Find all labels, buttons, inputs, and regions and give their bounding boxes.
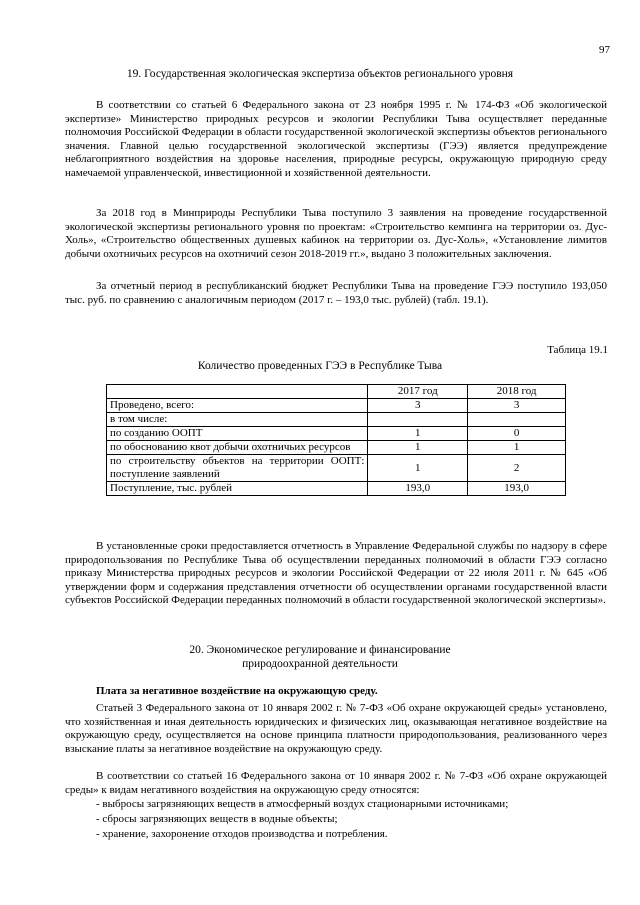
value-2017 xyxy=(368,413,468,427)
row-label: Проведено, всего: xyxy=(107,399,368,413)
section-19-paragraph-1: В соответствии со статьей 6 Федерального закона от 23 ноября 1995 г. № 174-ФЗ «Об экологической экспертизе» Министерство природных ресурсов и экологии Республики Тыва осуществляет переданные полномочия Российской Федерации в области государственной экологической экспертизы объектов регионального значения. Главной целью государственной экологической экспертизы (ГЭЭ) является предупреждение неблагоприятного воздействия на здоровье населения, природные ресурсы, окружающую природную среду намечаемой управленческой, инвестиционной и хозяйственной деятельности. xyxy=(65,99,607,179)
section-19-paragraph-3: За отчетный период в республиканский бюджет Республики Тыва на проведение ГЭЭ поступило 193,050 тыс. руб. по сравнению с аналогичным периодом (2017 г. – 193,0 тыс. рублей) (табл. 19.1). xyxy=(65,280,607,306)
table-header-2018: 2018 год xyxy=(468,385,566,399)
table-header-2017: 2017 год xyxy=(368,385,468,399)
value-2017: 1 xyxy=(368,455,468,482)
section-19-heading: 19. Государственная экологическая экспертиза объектов регионального уровня xyxy=(126,68,514,80)
table-row xyxy=(107,427,566,441)
value-2018: 193,0 xyxy=(468,482,566,496)
list-item: - хранение, захоронение отходов производства и потребления. xyxy=(96,828,388,840)
value-2018 xyxy=(468,413,566,427)
section-20-heading xyxy=(0,643,640,671)
section-20-subheading: Плата за негативное воздействие на окружающую среду. xyxy=(96,685,378,697)
row-label: по обоснованию квот добычи охотничьих ресурсов xyxy=(107,441,368,455)
table-header-empty xyxy=(107,385,368,399)
section-20-heading-line-2: природоохранной деятельности xyxy=(242,658,398,670)
row-label: по строительству объектов на территории ООПТ: поступление заявлений xyxy=(107,455,368,482)
section-20-heading-line-1: 20. Экономическое регулирование и финансирование xyxy=(189,644,451,656)
table-row xyxy=(107,455,566,482)
row-label: Поступление, тыс. рублей xyxy=(107,482,368,496)
value-2017: 1 xyxy=(368,427,468,441)
table-title: Количество проведенных ГЭЭ в Республике Тыва xyxy=(197,360,443,372)
value-2018: 1 xyxy=(468,441,566,455)
value-2017: 3 xyxy=(368,399,468,413)
table-row xyxy=(107,441,566,455)
section-19-paragraph-2: За 2018 год в Минприроды Республики Тыва поступило 3 заявления на проведение государственной экологической экспертизы регионального уровня по проектам: «Строительство кемпинга на территории оз. Дус-Холь», «Строительство общественных душевых кабинок на территории оз. Дус-Холь», «Установление лимитов добычи охотничьих ресурсов на охотничий сезон 2018-2019 гг.», выдано 3 положительных заключения. xyxy=(65,207,607,260)
value-2017: 1 xyxy=(368,441,468,455)
table-header-row xyxy=(107,385,566,399)
list-item: - сбросы загрязняющих веществ в водные объекты; xyxy=(96,813,338,825)
table-row xyxy=(107,399,566,413)
row-label: в том числе: xyxy=(107,413,368,427)
value-2018: 0 xyxy=(468,427,566,441)
value-2017: 193,0 xyxy=(368,482,468,496)
table-caption: Таблица 19.1 xyxy=(547,344,608,356)
page-number: 97 xyxy=(599,44,610,56)
table-row xyxy=(107,482,566,496)
value-2018: 2 xyxy=(468,455,566,482)
section-20-paragraph-1: Статьей 3 Федерального закона от 10 января 2002 г. № 7-ФЗ «Об охране окружающей среды» установлено, что хозяйственная и иная деятельность юридических и физических лиц, оказывающая негативное воздействие на окружающую среду, осуществляется на основе принципа платности природопользования, реализованного через взыскание платы за негативное воздействие на окружающую среду. xyxy=(65,702,607,755)
section-19-paragraph-4: В установленные сроки предоставляется отчетность в Управление Федеральной службы по надзору в сфере природопользования по Республике Тыва об осуществлении переданных полномочий в области ГЭЭ согласно приказу Министерства природных ресурсов и экологии Российской Федерации от 22 июля 2011 г. № 645 «Об утверждении форм и содержания представления отчетности об осуществлении органами государственной власти субъектов Российской Федерации переданных полномочий в области государственной экологической экспертизы». xyxy=(65,540,607,606)
row-label: по созданию ООПТ xyxy=(107,427,368,441)
table-row xyxy=(107,413,566,427)
gee-table xyxy=(106,384,566,496)
section-20-paragraph-2: В соответствии со статьей 16 Федерального закона от 10 января 2002 г. № 7-ФЗ «Об охране окружающей среды» к видам негативного воздействия на окружающую среду относятся: xyxy=(65,770,607,796)
list-item: - выбросы загрязняющих веществ в атмосферный воздух стационарными источниками; xyxy=(96,798,509,810)
value-2018: 3 xyxy=(468,399,566,413)
